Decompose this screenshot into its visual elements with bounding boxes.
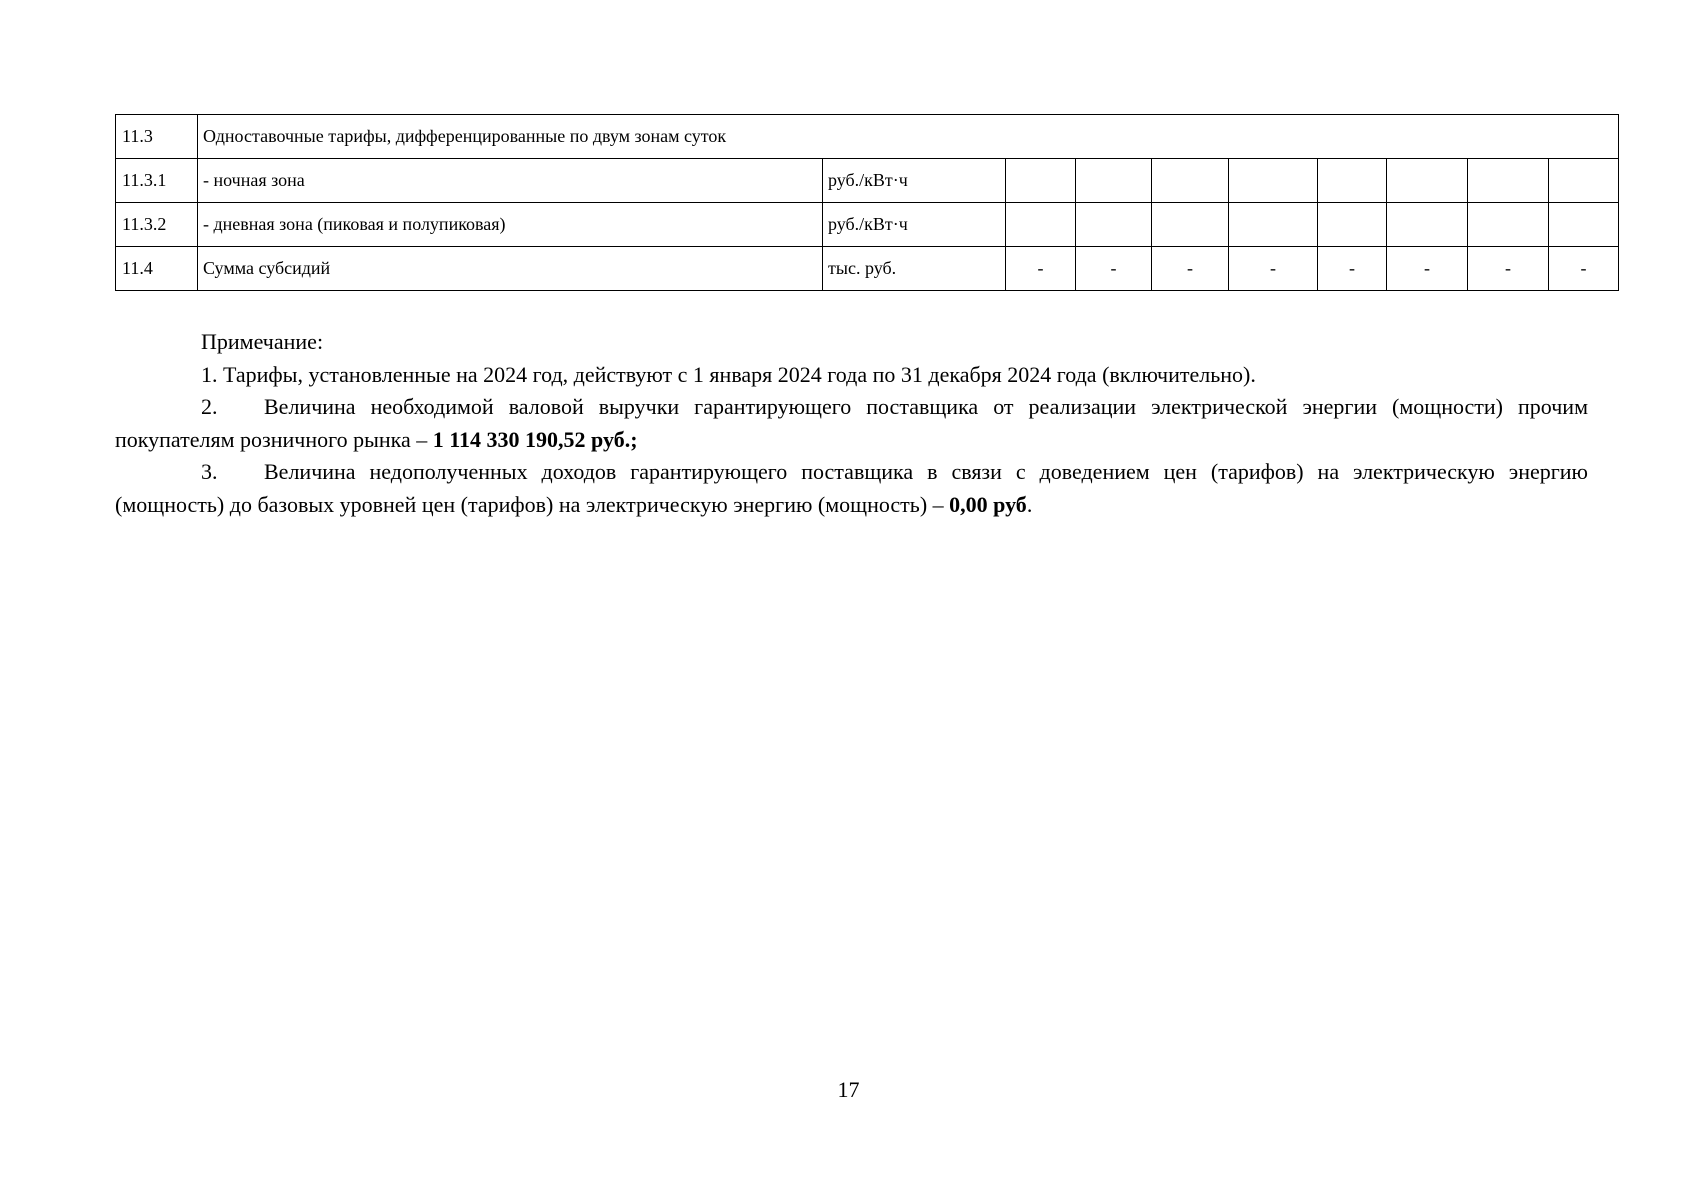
- note-text: Величина необходимой валовой выручки гарантирующего поставщика от реализации электрической энергии (мощности) прочим покупателям розничного рынка –: [115, 394, 1588, 452]
- table-row: [116, 115, 1619, 159]
- notes-heading: Примечание:: [201, 329, 324, 354]
- note-number: 2.: [201, 394, 218, 419]
- row-unit: руб./кВт·ч: [823, 203, 1006, 247]
- value-cell: [1549, 159, 1619, 203]
- note-amount: 1 114 330 190,52 руб.;: [432, 426, 638, 452]
- value-cell: -: [1076, 247, 1152, 291]
- note-item-3: [115, 456, 1588, 521]
- value-cell: [1152, 203, 1229, 247]
- note-amount: 0,00 руб: [949, 491, 1027, 517]
- value-cell: [1468, 159, 1549, 203]
- value-cell: [1468, 203, 1549, 247]
- value-cell: [1152, 159, 1229, 203]
- note-text: Величина недополученных доходов гарантирующего поставщика в связи с доведением цен (тарифов) на электрическую энергию (мощность) до базовых уровней цен (тарифов) на электрическую энергию (мощность) –: [115, 459, 1588, 517]
- row-number: 11.3.1: [116, 159, 198, 203]
- value-cell: [1387, 159, 1468, 203]
- value-cell: [1318, 159, 1387, 203]
- value-cell: -: [1152, 247, 1229, 291]
- table-row: [116, 203, 1619, 247]
- row-number: 11.3: [116, 115, 198, 159]
- value-cell: [1006, 203, 1076, 247]
- value-cell: [1387, 203, 1468, 247]
- value-cell: [1229, 159, 1318, 203]
- section-title: Одноставочные тарифы, дифференцированные по двум зонам суток: [198, 115, 1619, 159]
- value-cell: -: [1387, 247, 1468, 291]
- row-label: - дневная зона (пиковая и полупиковая): [198, 203, 823, 247]
- note-number: 3.: [201, 459, 218, 484]
- value-cell: -: [1006, 247, 1076, 291]
- row-label: Сумма субсидий: [198, 247, 823, 291]
- value-cell: -: [1549, 247, 1619, 291]
- table-row: [116, 247, 1619, 291]
- row-label: - ночная зона: [198, 159, 823, 203]
- value-cell: [1318, 203, 1387, 247]
- notes-section: [115, 326, 1588, 521]
- note-item-2: [115, 391, 1588, 456]
- value-cell: [1549, 203, 1619, 247]
- row-unit: тыс. руб.: [823, 247, 1006, 291]
- note-item-1: 1. Тарифы, установленные на 2024 год, действуют с 1 января 2024 года по 31 декабря 2024 года (включительно).: [201, 361, 1256, 387]
- note-end: .: [1026, 491, 1033, 517]
- row-number: 11.3.2: [116, 203, 198, 247]
- row-number: 11.4: [116, 247, 198, 291]
- tariff-table: [115, 114, 1619, 291]
- page-number: 17: [837, 1077, 860, 1102]
- value-cell: -: [1468, 247, 1549, 291]
- value-cell: -: [1318, 247, 1387, 291]
- value-cell: [1229, 203, 1318, 247]
- table-row: [116, 159, 1619, 203]
- value-cell: [1076, 203, 1152, 247]
- value-cell: -: [1229, 247, 1318, 291]
- value-cell: [1006, 159, 1076, 203]
- row-unit: руб./кВт·ч: [823, 159, 1006, 203]
- value-cell: [1076, 159, 1152, 203]
